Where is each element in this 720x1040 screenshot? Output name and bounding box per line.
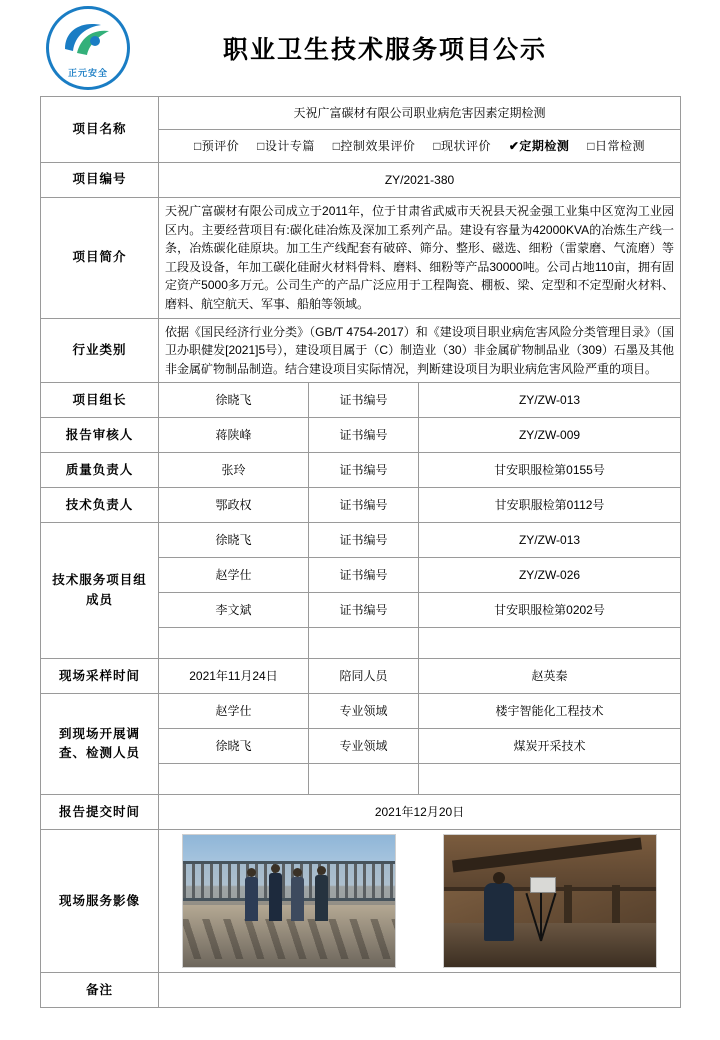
table-row <box>41 453 681 488</box>
table-row <box>41 830 681 973</box>
checkbox-daily-detection[interactable]: □日常检测 <box>587 138 646 153</box>
shadow-graphic <box>182 919 396 959</box>
quality-label: 质量负责人 <box>41 453 159 488</box>
team-member-cert-no: 甘安职服检第0202号 <box>419 593 681 628</box>
site-staff-field-value: 楼宇智能化工程技术 <box>419 694 681 729</box>
table-row <box>41 198 681 319</box>
team-label: 技术服务项目组成员 <box>41 523 159 659</box>
tech-cert-label: 证书编号 <box>309 488 419 523</box>
accompany-value: 赵英秦 <box>419 659 681 694</box>
table-row <box>41 973 681 1008</box>
checkbox-pre-evaluation[interactable]: □预评价 <box>194 138 240 153</box>
table-row <box>41 97 681 130</box>
reviewer-label: 报告审核人 <box>41 418 159 453</box>
leader-cert-no: ZY/ZW-013 <box>419 383 681 418</box>
site-staff-name <box>159 764 309 795</box>
table-row <box>41 418 681 453</box>
intro-label: 项目简介 <box>41 198 159 319</box>
person-figure <box>291 877 304 921</box>
team-member-cert-label: 证书编号 <box>309 558 419 593</box>
sampling-time-label: 现场采样时间 <box>41 659 159 694</box>
person-figure <box>245 877 258 921</box>
site-staff-field-label <box>309 764 419 795</box>
team-member-cert-no: ZY/ZW-013 <box>419 523 681 558</box>
tech-label: 技术负责人 <box>41 488 159 523</box>
site-staff-field-value: 煤炭开采技术 <box>419 729 681 764</box>
site-staff-name: 赵学仕 <box>159 694 309 729</box>
report-time-label: 报告提交时间 <box>41 795 159 830</box>
logo-text: 正元安全 <box>67 68 108 78</box>
project-name-value: 天祝广富碳材有限公司职业病危害因素定期检测 <box>159 97 681 130</box>
floor-graphic <box>444 923 656 967</box>
report-time-value: 2021年12月20日 <box>159 795 681 830</box>
team-member-cert-no <box>419 628 681 659</box>
project-no-value: ZY/2021-380 <box>159 163 681 198</box>
leader-label: 项目组长 <box>41 383 159 418</box>
fence-graphic <box>183 861 395 901</box>
table-row <box>41 488 681 523</box>
person-figure <box>269 873 282 921</box>
page-title: 职业卫生技术服务项目公示 <box>222 36 547 64</box>
site-photo-1 <box>182 834 396 968</box>
intro-value: 天祝广富碳材有限公司成立于2011年，位于甘肃省武威市天祝县天祝金强工业集中区宽沟工业园区内。主要经营项目有:碳化硅冶炼及深加工系列产品。建设有容量为42000KVA的冶炼生产线一条，冶炼碳化硅原块。加工生产线配套有破碎、筛分、整形、磁选、细粉（雷蒙磨、气流磨）等工段及设备，年加工碳化硅耐火材料骨料、磨料、细粉等产品30000吨。公司占地110亩，拥有固定资产5000多万元。公司生产的产品广泛应用于工程陶瓷、棚板、梁、定型和不定型耐火材料、磨料、航空航天、军事、船舶等领域。 <box>159 198 681 319</box>
company-logo <box>46 6 130 90</box>
site-staff-field-value <box>419 764 681 795</box>
sampling-time-value: 2021年11月24日 <box>159 659 309 694</box>
reviewer-name: 蒋陕峰 <box>159 418 309 453</box>
site-photo-2 <box>443 834 657 968</box>
remark-label: 备注 <box>41 973 159 1008</box>
project-no-label: 项目编号 <box>41 163 159 198</box>
site-staff-field-label: 专业领域 <box>309 729 419 764</box>
photos-cell <box>159 830 681 973</box>
checkbox-status-evaluation[interactable]: □现状评价 <box>433 138 492 153</box>
tech-name: 鄂政权 <box>159 488 309 523</box>
team-member-name: 赵学仕 <box>159 558 309 593</box>
reviewer-cert-label: 证书编号 <box>309 418 419 453</box>
page-header <box>40 0 680 96</box>
quality-cert-no: 甘安职服检第0155号 <box>419 453 681 488</box>
site-staff-label: 到现场开展调查、检测人员 <box>41 694 159 795</box>
table-row <box>41 694 681 729</box>
checkbox-control-effect[interactable]: □控制效果评价 <box>332 138 416 153</box>
industry-value: 依据《国民经济行业分类》（GB/T 4754-2017）和《建设项目职业病危害风险分类管理目录》（国卫办职健发[2021]5号），建设项目属于（C）制造业（30）非金属矿物制品业（309）石墨及其他非金属矿物制品制造。结合建设项目实际情况，判断建设项目为职业病危害风险严重的项目。 <box>159 318 681 383</box>
person-figure <box>315 875 328 921</box>
remark-value <box>159 973 681 1008</box>
quality-cert-label: 证书编号 <box>309 453 419 488</box>
reviewer-cert-no: ZY/ZW-009 <box>419 418 681 453</box>
team-member-name: 徐晓飞 <box>159 523 309 558</box>
checkbox-design-section[interactable]: □设计专篇 <box>257 138 315 153</box>
table-row <box>41 163 681 198</box>
person-figure <box>484 883 514 941</box>
table-row <box>41 795 681 830</box>
leader-name: 徐晓飞 <box>159 383 309 418</box>
team-member-cert-label: 证书编号 <box>309 593 419 628</box>
site-staff-field-label: 专业领域 <box>309 694 419 729</box>
instrument-graphic <box>530 877 556 893</box>
photos-label: 现场服务影像 <box>41 830 159 973</box>
tripod-graphic <box>540 891 542 941</box>
table-row <box>41 523 681 558</box>
site-staff-name: 徐晓飞 <box>159 729 309 764</box>
team-member-cert-label <box>309 628 419 659</box>
project-type-checkboxes <box>159 130 681 163</box>
leader-cert-label: 证书编号 <box>309 383 419 418</box>
checkbox-periodic-detection[interactable]: ✔定期检测 <box>508 138 570 153</box>
team-member-name <box>159 628 309 659</box>
table-row <box>41 318 681 383</box>
project-name-label: 项目名称 <box>41 97 159 163</box>
industry-label: 行业类别 <box>41 318 159 383</box>
notice-table <box>40 96 681 1008</box>
quality-name: 张玲 <box>159 453 309 488</box>
table-row <box>41 659 681 694</box>
accompany-label: 陪同人员 <box>309 659 419 694</box>
logo-swoosh-icon <box>61 19 113 57</box>
team-member-name: 李文斌 <box>159 593 309 628</box>
table-row <box>41 383 681 418</box>
team-member-cert-label: 证书编号 <box>309 523 419 558</box>
tech-cert-no: 甘安职服检第0112号 <box>419 488 681 523</box>
team-member-cert-no: ZY/ZW-026 <box>419 558 681 593</box>
